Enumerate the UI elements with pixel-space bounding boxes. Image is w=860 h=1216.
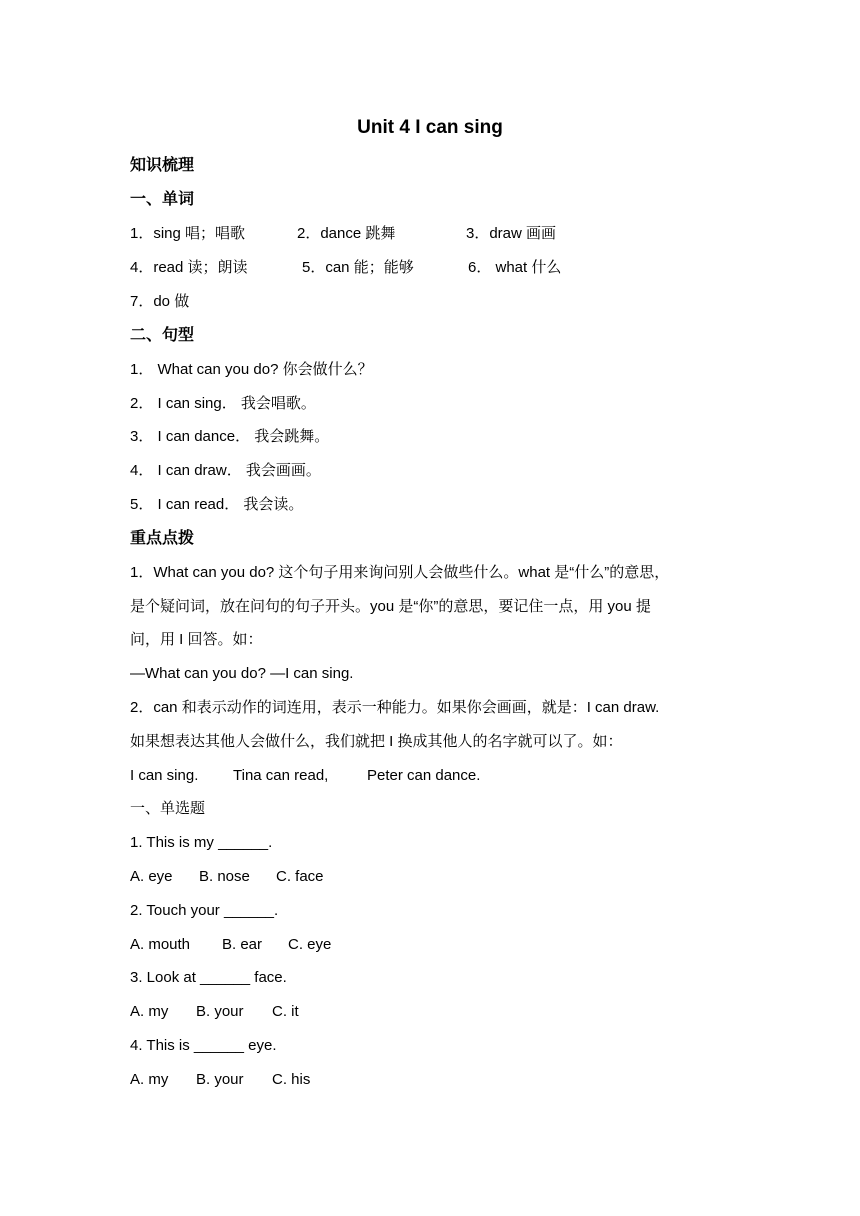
- question-text: 3. Look at ______ face.: [130, 969, 287, 986]
- option-b: B. your: [196, 1003, 244, 1020]
- option-b: B. ear: [222, 936, 263, 953]
- quiz-heading: 一、单选题: [130, 800, 206, 817]
- example-sentence: I can sing.: [130, 767, 199, 784]
- sentence-item: 2． I can sing． 我会唱歌。: [130, 395, 316, 412]
- section-heading-sentences: 二、句型: [130, 327, 195, 344]
- option-c: C. face: [276, 868, 324, 885]
- keypoint-1-line: 问，用 I 回答。如：: [130, 631, 263, 648]
- sentence-item: 1． What can you do? 你会做什么？: [130, 361, 373, 378]
- section-heading-words: 一、单词: [130, 191, 195, 208]
- option-b: B. your: [196, 1071, 244, 1088]
- sentence-item: 3． I can dance． 我会跳舞。: [130, 428, 330, 445]
- word-item: 2．dance 跳舞: [297, 225, 396, 242]
- option-a: A. my: [130, 1003, 169, 1020]
- sentence-item: 5． I can read． 我会读。: [130, 496, 304, 513]
- option-c: C. his: [272, 1071, 311, 1088]
- option-a: A. eye: [130, 868, 173, 885]
- option-a: A. mouth: [130, 936, 191, 953]
- question-text: 2. Touch your ______.: [130, 902, 279, 919]
- option-b: B. nose: [199, 868, 250, 885]
- keypoint-1-line: 是个疑问词，放在问句的句子开头。you 是“你”的意思，要记住一点，用 you 提: [130, 598, 651, 615]
- example-sentence: Peter can dance.: [367, 767, 481, 784]
- word-item: 6． what 什么: [468, 259, 562, 276]
- section-heading-knowledge: 知识梳理: [130, 157, 195, 174]
- example-sentence: Tina can read,: [233, 767, 329, 784]
- keypoint-1-line: 1．What can you do? 这个句子用来询问别人会做些什么。what 是“什么”的意思，: [130, 564, 670, 581]
- sentence-item: 4． I can draw． 我会画画。: [130, 462, 321, 479]
- question-text: 4. This is ______ eye.: [130, 1037, 277, 1054]
- option-c: C. eye: [288, 936, 332, 953]
- keypoint-1-example: —What can you do? —I can sing.: [130, 665, 354, 682]
- keypoint-2-line: 如果想表达其他人会做什么，我们就把 I 换成其他人的名字就可以了。如：: [130, 733, 623, 750]
- section-heading-keypoints: 重点点拨: [130, 530, 195, 547]
- option-c: C. it: [272, 1003, 299, 1020]
- word-item: 5．can 能；能够: [302, 259, 414, 276]
- word-row-3: 7．do 做: [130, 293, 190, 310]
- question-text: 1. This is my ______.: [130, 834, 273, 851]
- page-title: Unit 4 I can sing: [357, 117, 503, 138]
- word-item: 4．read 读；朗读: [130, 259, 248, 276]
- word-item: 3．draw 画画: [466, 225, 557, 242]
- keypoint-2-line: 2．can 和表示动作的词连用，表示一种能力。如果你会画画，就是：I can draw.: [130, 699, 660, 716]
- option-a: A. my: [130, 1071, 169, 1088]
- word-item: 1．sing 唱；唱歌: [130, 225, 246, 242]
